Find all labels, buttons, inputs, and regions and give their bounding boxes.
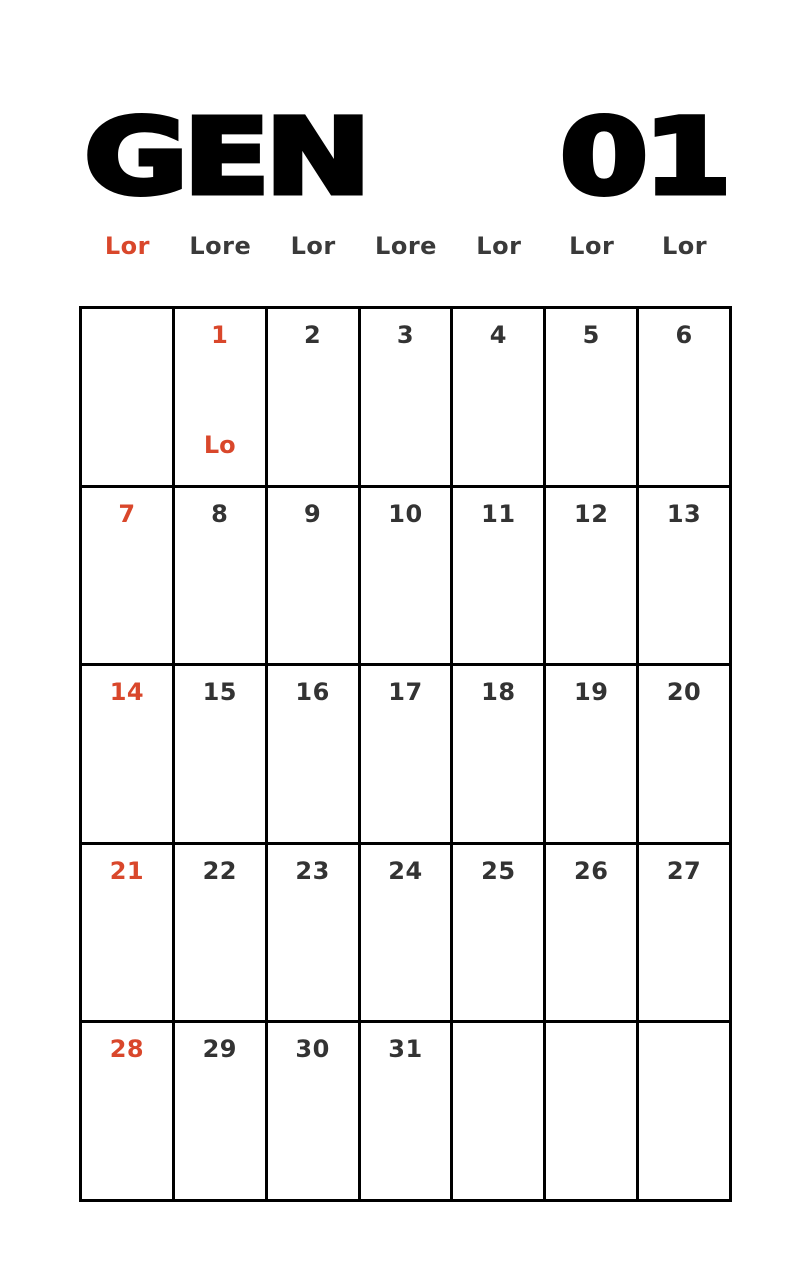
day-number: 26 — [574, 856, 609, 885]
calendar-cell[interactable] — [639, 666, 732, 845]
day-number: 19 — [574, 678, 609, 707]
calendar-cell[interactable] — [175, 845, 268, 1024]
calendar-cell[interactable] — [82, 1023, 175, 1202]
calendar-cell[interactable] — [175, 309, 268, 488]
day-number: 29 — [202, 1035, 237, 1064]
day-number: 24 — [388, 856, 423, 885]
day-number: 15 — [202, 678, 237, 707]
weekday-label-3: Lor — [290, 232, 336, 260]
calendar-cell[interactable] — [82, 845, 175, 1024]
calendar-cell[interactable] — [546, 488, 639, 667]
calendar-cell[interactable] — [453, 1023, 546, 1202]
day-number: 9 — [304, 499, 322, 528]
day-number: 27 — [666, 856, 702, 885]
calendar-grid — [79, 306, 732, 1202]
calendar-cell[interactable] — [268, 1023, 361, 1202]
day-number: 30 — [295, 1035, 330, 1064]
calendar-cell[interactable] — [453, 666, 546, 845]
day-number: 12 — [574, 499, 609, 528]
calendar-cell[interactable] — [268, 845, 361, 1024]
weekday-label-7: Lor — [662, 232, 708, 260]
calendar-cell[interactable] — [546, 666, 639, 845]
calendar-cell[interactable] — [453, 488, 546, 667]
day-number: 28 — [109, 1035, 145, 1064]
day-number: 16 — [295, 678, 330, 707]
day-number: 17 — [388, 678, 423, 707]
calendar-cell[interactable] — [82, 309, 175, 488]
calendar-cell[interactable] — [546, 845, 639, 1024]
calendar-cell[interactable] — [453, 309, 546, 488]
calendar-cell[interactable] — [361, 845, 454, 1024]
day-number: 23 — [295, 856, 330, 885]
day-number: 4 — [489, 321, 507, 349]
day-number: 22 — [202, 856, 237, 885]
weekday-label-6: Lor — [569, 232, 615, 260]
calendar-cell[interactable] — [453, 845, 546, 1024]
weekday-header-row — [81, 228, 731, 264]
event-label: Lo — [203, 431, 236, 459]
weekday-label-1: Lor — [104, 232, 150, 260]
day-number: 10 — [388, 499, 423, 528]
day-number: 1 — [211, 321, 229, 349]
day-number: 5 — [582, 321, 600, 349]
calendar-cell[interactable] — [175, 666, 268, 845]
calendar-cell[interactable] — [546, 1023, 639, 1202]
day-number: 2 — [304, 321, 322, 349]
day-number: 7 — [118, 499, 136, 528]
calendar-cell[interactable] — [639, 488, 732, 667]
calendar-cell[interactable] — [639, 1023, 732, 1202]
calendar-cell[interactable] — [361, 309, 454, 488]
calendar-cell[interactable] — [268, 488, 361, 667]
month-number: 01 — [560, 96, 727, 218]
calendar-cell[interactable] — [175, 488, 268, 667]
weekday-label-2: Lore — [189, 232, 252, 260]
day-number: 8 — [211, 499, 229, 528]
calendar-cell[interactable] — [268, 666, 361, 845]
day-number: 3 — [396, 321, 415, 349]
day-number: 31 — [388, 1035, 423, 1064]
calendar-cell[interactable] — [361, 1023, 454, 1202]
day-number: 11 — [481, 499, 516, 528]
calendar-cell[interactable] — [639, 309, 732, 488]
weekday-label-5: Lor — [476, 232, 522, 260]
day-number: 14 — [109, 678, 145, 707]
calendar-cell[interactable] — [546, 309, 639, 488]
calendar-cell[interactable] — [268, 309, 361, 488]
day-number: 6 — [675, 321, 693, 349]
day-number: 18 — [481, 678, 516, 707]
day-number: 25 — [481, 856, 516, 885]
calendar-cell[interactable] — [361, 488, 454, 667]
calendar-cell[interactable] — [82, 488, 175, 667]
weekday-label-4: Lore — [375, 232, 437, 260]
day-number: 13 — [666, 499, 702, 528]
calendar-cell[interactable] — [361, 666, 454, 845]
day-number: 20 — [666, 678, 702, 707]
calendar-cell[interactable] — [639, 845, 732, 1024]
calendar-cell[interactable] — [175, 1023, 268, 1202]
month-name: GEN — [84, 96, 367, 218]
day-number: 21 — [109, 856, 145, 885]
calendar-cell[interactable] — [82, 666, 175, 845]
